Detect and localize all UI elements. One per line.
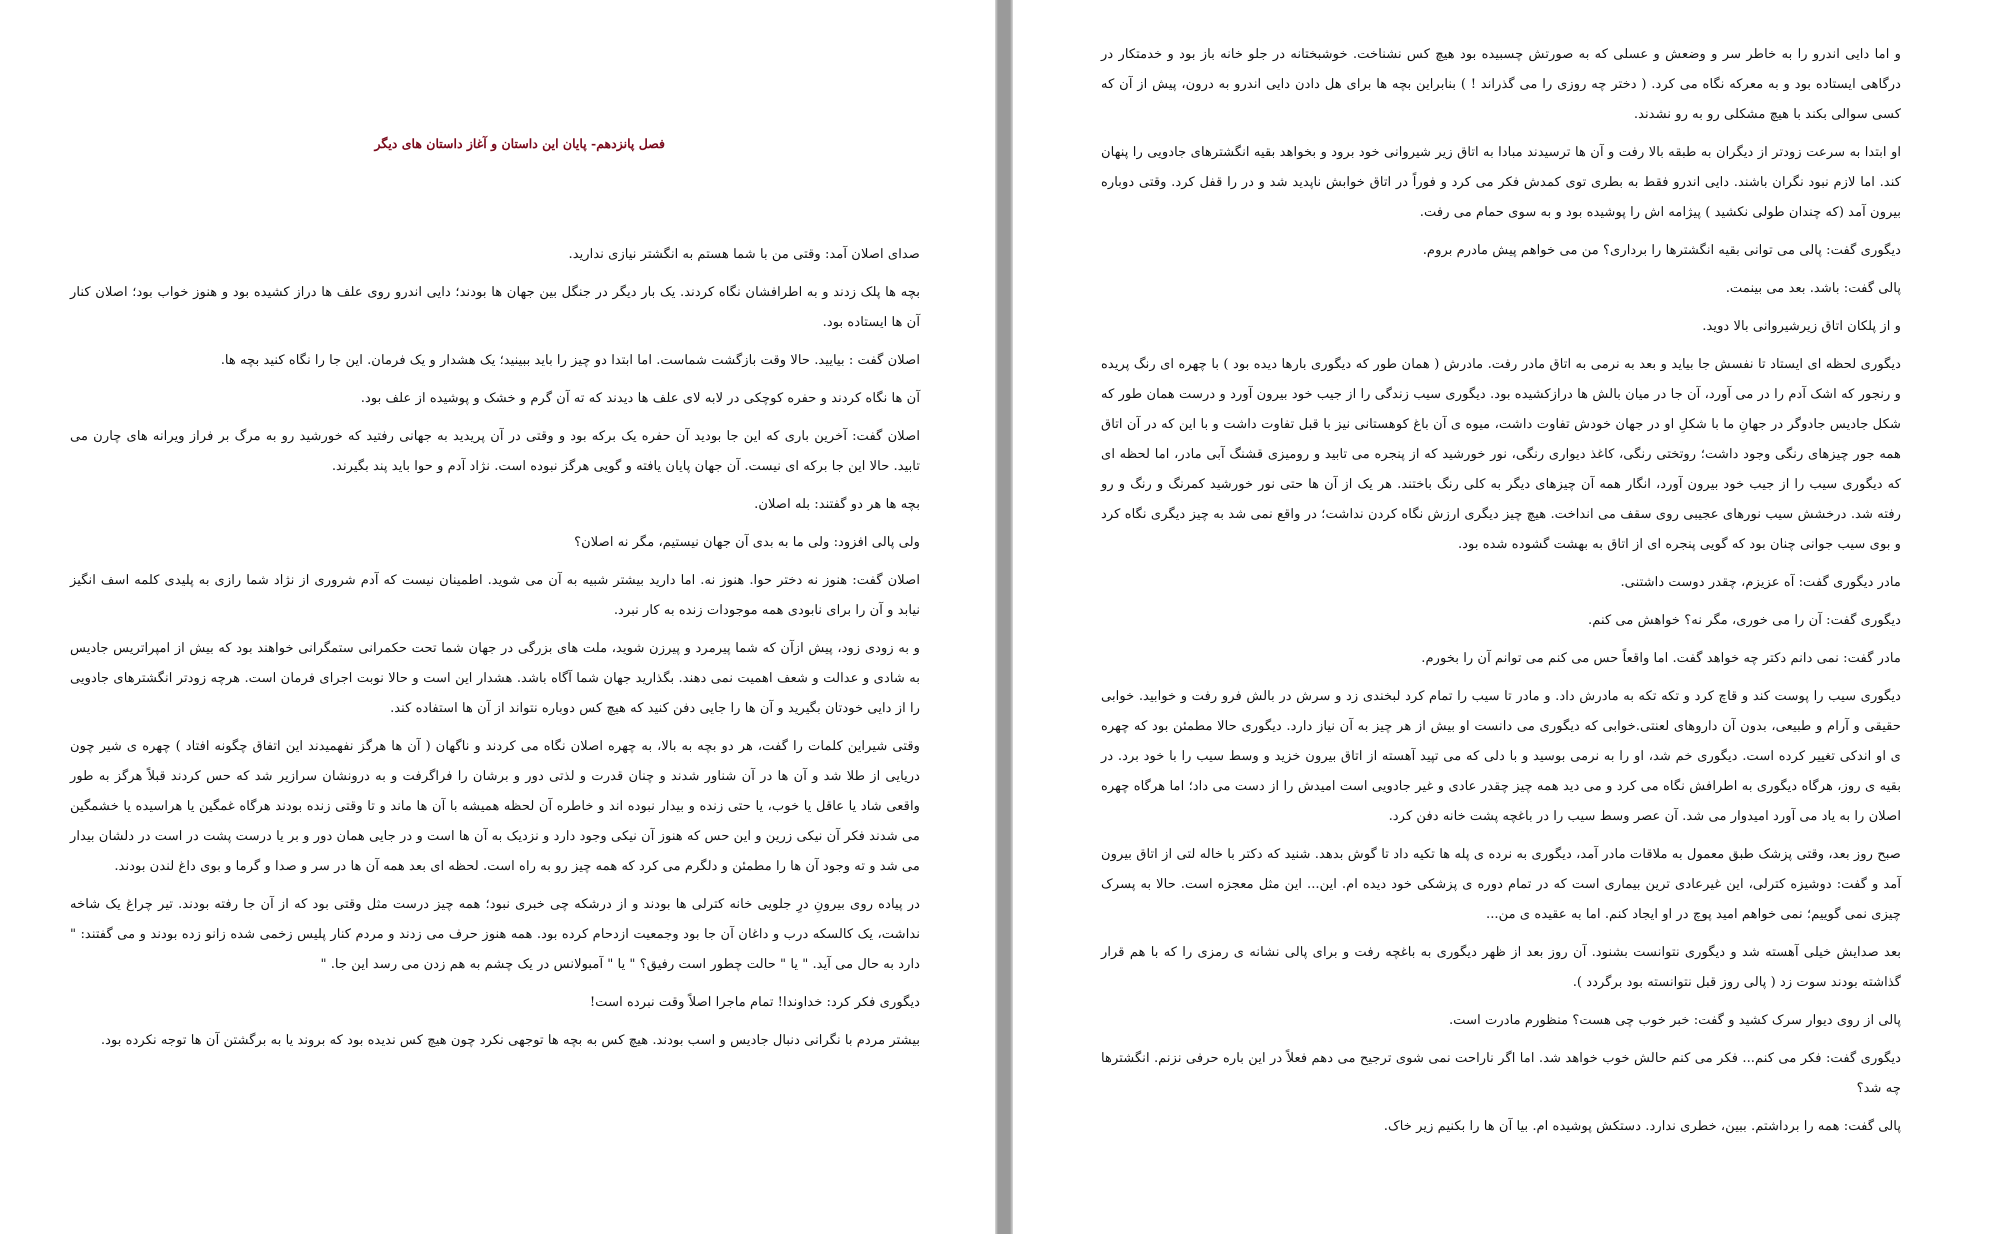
paragraph: در پیاده روی بیرونِ درِ جلویی خانه کترلی ها بودند و از درشکه چی خبری نبود؛ همه چیز درست مثل وقتی بود که از آن جا رفته بودند. تیر چراغ یک شاخه نداشت، یک کالسکه درب و داغان آن جا بود وجمعیت ازدحام کرده بود. همه هنوز حرف می زدند و مردم کنار پلیس زخمی شده زانو زده بودند و می گفتند: " دارد به حال می آید. " یا " حالت چطور است رفیق؟ " یا " آمبولانس در یک چشم به هم زدن می رسد این جا. " (70, 897, 920, 972)
right-page-text (1101, 40, 1901, 1150)
paragraph: بچه ها هر دو گفتند: بله اصلان. (754, 497, 920, 512)
paragraph: مادر گفت: نمی دانم دکتر چه خواهد گفت. اما واقعاً حس می کنم می توانم آن را بخورم. (1421, 651, 1901, 666)
left-page-text (70, 240, 920, 1064)
paragraph: اصلان گفت: آخرین باری که این جا بودید آن حفره یک برکه بود و وقتی در آن پریدید به جهانی رفتید که خورشید رو به مرگ بر فراز ویرانه های چارن می تابید. حالا این جا برکه ای نیست. آن جهان پایان یافته و گویی هرگز نبوده است. نژاد آدم و حوا باید پند بگیرند. (70, 429, 920, 474)
paragraph: آن ها نگاه کردند و حفره کوچکی در لابه لای علف ها دیدند که ته آن گرم و خشک و پوشیده از علف بود. (360, 391, 920, 406)
paragraph: و به زودی زود، پیش ازآن که شما پیرمرد و پیرزن شوید، ملت های بزرگی در جهان شما تحت حکمرانی ستمگرانی خواهند بود که بیش از امپراتریس جادیس به شادی و عدالت و شعف اهمیت نمی دهند. بگذارید جهان شما آگاه باشد. هشدار این است و حالا نوبت اجرای فرمان است. هرچه زودتر انگشترهای جادویی را از دایی خودتان بگیرید و آن ها را جایی دفن کنید که هیچ کس دوباره نتواند از آن ها استفاده کند. (70, 641, 920, 716)
chapter-title: فصل پانزدهم- پایان این داستان و آغاز داستان های دیگر (374, 136, 665, 151)
paragraph: اصلان گفت : بیایید. حالا وقت بازگشت شماست. اما ابتدا دو چیز را باید ببینید؛ یک هشدار و یک فرمان. این جا را نگاه کنید بچه ها. (220, 353, 920, 368)
paragraph: بعد صدایش خیلی آهسته شد و دیگوری نتوانست بشنود. آن روز بعد از ظهر دیگوری به باغچه رفت و برای پالی نشانه ی رمزی را که با هم قرار گذاشته بودند سوت زد ( پالی روز قبل نتوانسته بود برگردد ). (1101, 945, 1901, 990)
paragraph: پالی گفت: باشد. بعد می بینمت. (1725, 281, 1901, 296)
paragraph: دیگوری گفت: فکر می کنم... فکر می کنم حالش خوب خواهد شد. اما اگر ناراحت نمی شوی ترجیح می دهم فعلاً در این باره حرفی نزنم. انگشترها چه شد؟ (1101, 1051, 1901, 1096)
paragraph: دیگوری فکر کرد: خداوندا! تمام ماجرا اصلاً وقت نبرده است! (589, 995, 920, 1010)
paragraph: ولی پالی افزود: ولی ما به بدی آن جهان نیستیم، مگر نه اصلان؟ (574, 535, 920, 550)
paragraph: او ابتدا به سرعت زودتر از دیگران به طبقه بالا رفت و آن ها ترسیدند مبادا به اتاق زیر شیروانی خود برود و بخواهد بقیه انگشترهای جادویی را پنهان کند. اما لازم نبود نگران باشند. دایی اندرو فقط به بطری توی کمدش فکر می کرد و فوراً در اتاق خوابش ناپدید شد و در را قفل کرد. وقتی دوباره بیرون آمد (که چندان طولی نکشید ) پیژامه اش را پوشیده بود و به سوی حمام می رفت. (1101, 145, 1901, 220)
left-page (0, 0, 995, 1234)
paragraph: دیگوری گفت: آن را می خوری، مگر نه؟ خواهش می کنم. (1588, 613, 1901, 628)
page-divider (995, 0, 1013, 1234)
paragraph: صبح روز بعد، وقتی پزشک طبق معمول به ملاقات مادر آمد، دیگوری به نرده ی پله ها تکیه داد تا گوش بدهد. شنید که دکتر با خاله لتی از اتاق بیرون آمد و گفت: دوشیزه کترلی، این غیرعادی ترین بیماری است که در تمام دوره ی پزشکی خود دیده ام. این... این مثل معجزه است. حالا به پسرک چیزی نمی گوییم؛ نمی خواهم امید پوچ در او ایجاد کنم. اما به عقیده ی من... (1101, 847, 1901, 922)
paragraph: اصلان گفت: هنوز نه دختر حوا. هنوز نه. اما دارید بیشتر شبیه به آن می شوید. اطمینان نیست که آدم شروری از نژاد شما رازی به پلیدی کلمه اسف انگیز نیابد و آن را برای نابودی همه موجودات زنده به کار نبرد. (70, 573, 920, 618)
paragraph: دیگوری لحظه ای ایستاد تا نفسش جا بیاید و بعد به نرمی به اتاق مادر رفت. مادرش ( همان طور که دیگوری بارها دیده بود ) با چهره ای رنگ پریده و رنجور که اشک آدم را در می آورد، آن جا در میان بالش ها درازکشیده بود. دیگوری سیب زندگی را از جیب خود بیرون آورد و درست همان طور که شکل جادیس جادوگر در جهانِ ما با شکلِ او در جهان خودش تفاوت داشت، میوه ی آن باغ کوهستانی نیز با قبل تفاوت داشت و با این که در آن اتاق همه جور چیزهای رنگی وجود داشت؛ روتختی رنگی، کاغذ دیواری رنگی، نور خورشید که از پنجره می تابید و رومیزی قشنگ آبی مادر، اما لحظه ای که دیگوری سیب را از جیب خود بیرون آورد، انگار همه آن چیزهای دیگر به کلی رنگ باختند. هر یک از آن ها حتی نور خورشید کمرنگ و رنگ و رو رفته شد. درخشش سیب نورهای عجیبی روی سقف می انداخت. هیچ چیز دیگری ارزش نگاه کردن نداشت؛ در واقع نمی شد به چیز دیگری نگاه کرد و بوی سیب جوانی چنان بود که گویی پنجره ای از اتاق به بهشت گشوده شده بود. (1101, 357, 1901, 552)
paragraph: و از پلکان اتاق زیرشیروانی بالا دوید. (1702, 319, 1901, 334)
paragraph: دیگوری گفت: پالی می توانی بقیه انگشترها را برداری؟ من می خواهم پیش مادرم بروم. (1422, 243, 1901, 258)
paragraph: صدای اصلان آمد: وقتی من با شما هستم به انگشتر نیازی ندارید. (568, 247, 920, 262)
paragraph: و اما دایی اندرو را به خاطر سر و وضعش و عسلی که به صورتش چسبیده بود هیچ کس نشناخت. خوشبختانه در جلو خانه باز بود و خدمتکار در درگاهی ایستاده بود و به معرکه نگاه می کرد. ( دختر چه روزی را می گذراند ! ) بنابراین بچه ها برای هل دادن دایی اندرو به درون، پیش از آن که کسی سوالی بکند با هیچ مشکلی رو به رو نشدند. (1101, 47, 1901, 122)
paragraph: مادر دیگوری گفت: آه عزیزم، چقدر دوست داشتنی. (1620, 575, 1901, 590)
paragraph: پالی از روی دیوار سرک کشید و گفت: خبر خوب چی هست؟ منظورم مادرت است. (1448, 1013, 1901, 1028)
paragraph: بیشتر مردم با نگرانی دنبال جادیس و اسب بودند. هیچ کس به بچه ها توجهی نکرد چون هیچ کس ندیده بود که بروند یا به برگشتن آن ها توجه نکرده بود. (100, 1033, 920, 1048)
right-page (1013, 0, 2001, 1234)
paragraph: پالی گفت: همه را برداشتم. ببین، خطری ندارد. دستکش پوشیده ام. بیا آن ها را بکنیم زیر خاک. (1383, 1119, 1901, 1134)
paragraph: وقتی شیراین کلمات را گفت، هر دو بچه به بالا، به چهره اصلان نگاه می کردند و ناگهان ( آن ها هرگز نفهمیدند این اتفاق چگونه افتاد ) چهره ی شیر چون دریایی از طلا شد و آن ها در آن شناور شدند و چنان قدرت و لذتی دور و برشان را فراگرفت و به درونشان سرازیر شد که حس کردند قبلاً هرگز به طور واقعی شاد یا عاقل یا خوب، یا حتی زنده و بیدار نبوده اند و خاطره آن لحظه همیشه با آن ها ماند و تا وقتی زنده بودند هرگاه غمگین یا هراسیده یا خشمگین می شدند فکر آن نیکی زرین و این حس که هنوز آن نیکی وجود دارد و نزدیک به آن ها است و در جایی همان دور و بر یا درست پشت در است در دلشان بیدار می شد و ته وجود آن ها را مطمئن و دلگرم می کرد که همه چیز رو به راه است. لحظه ای بعد همه آن ها در سر و صدا و گرما و بوی داغ لندن بودند. (70, 739, 920, 874)
paragraph: بچه ها پلک زدند و به اطرافشان نگاه کردند. یک بار دیگر در جنگل بین جهان ها بودند؛ دایی اندرو روی علف ها دراز کشیده بود و هنوز خواب بود؛ اصلان کنار آن ها ایستاده بود. (70, 285, 920, 330)
paragraph: دیگوری سیب را پوست کند و قاچ کرد و تکه تکه به مادرش داد. و مادر تا سیب را تمام کرد لبخندی زد و سرش در بالش فرو رفت و خوابید. خوابی حقیقی و آرام و طبیعی، بدون آن داروهای لعنتی.خوابی که دیگوری می دانست او بیش از هر چیز به آن نیاز دارد. دیگوری حالا مطمئن بود که چهره ی او اندکی تغییر کرده است. دیگوری خم شد، او را به نرمی بوسید و با دلی که می تپید آهسته از اتاق بیرون خزید و وسط سیب را با خود برد. در بقیه ی روز، هرگاه دیگوری به اطرافش نگاه می کرد و می دید همه چیز چقدر عادی و غیر جادویی است امیدش را از دست می داد؛ اما هرگاه چهره اصلان را به یاد می آورد امیدوار می شد. آن عصر وسط سیب را در باغچه پشت خانه دفن کرد. (1101, 689, 1901, 824)
